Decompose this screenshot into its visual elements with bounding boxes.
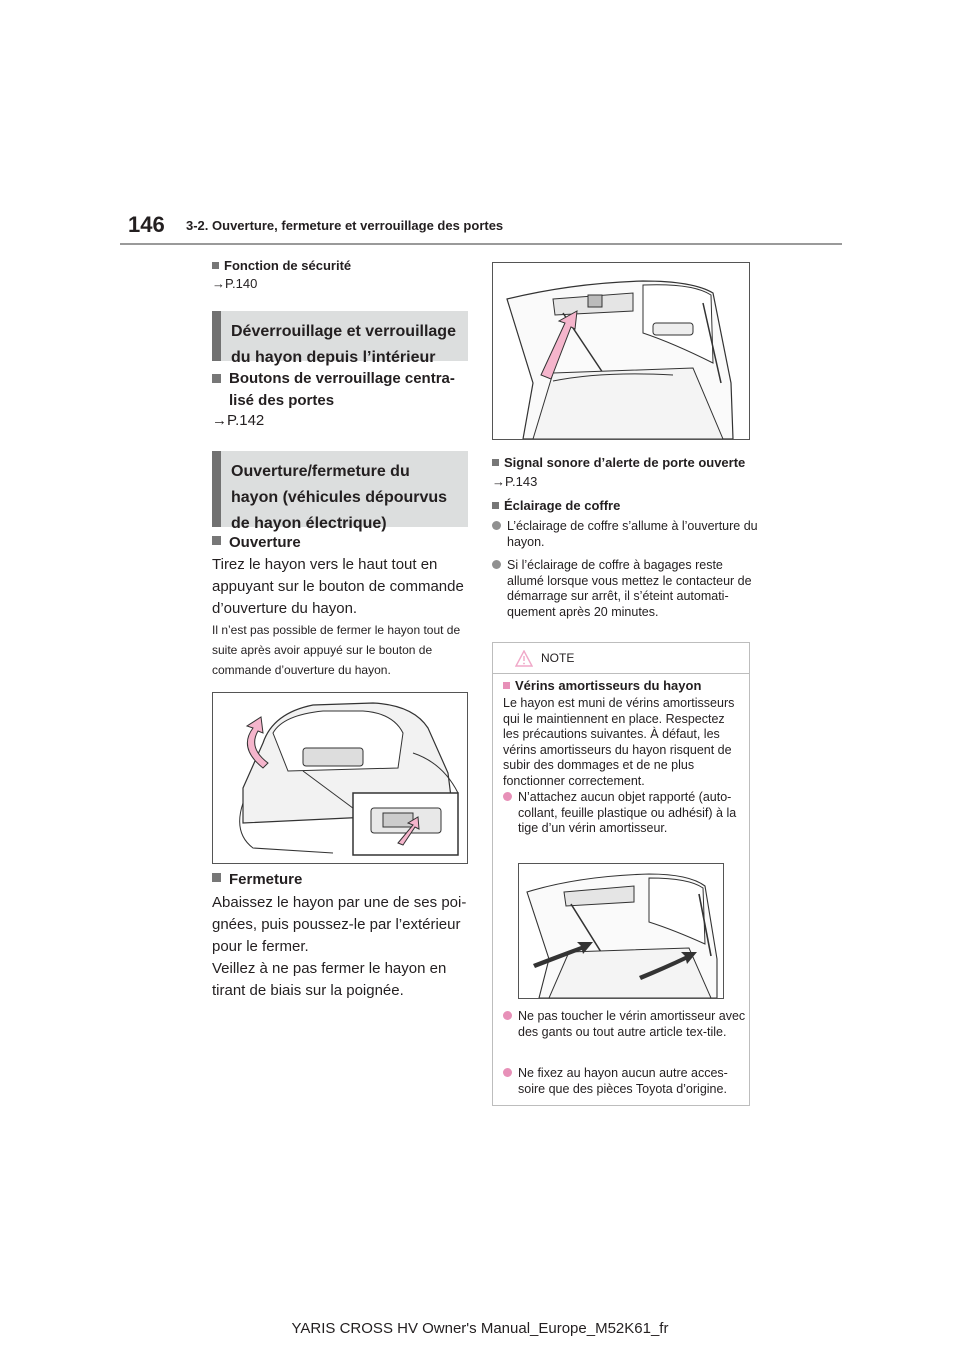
square-bullet-icon xyxy=(212,374,221,383)
opening-heading: Ouverture xyxy=(212,532,301,554)
note-intro: Le hayon est muni de vérins amortisseurs qui le maintiennent en place. Respectez les précautions suivantes. À défaut, les vérins amortisseurs du hayon risquent de subir des dommages et de ne plus fonctionner correctement. xyxy=(503,696,735,788)
note-divider xyxy=(493,673,749,674)
circle-bullet-icon xyxy=(492,521,501,530)
square-bullet-icon xyxy=(212,536,221,545)
note-header xyxy=(493,643,749,673)
square-bullet-icon xyxy=(492,502,499,509)
header-rule xyxy=(120,243,842,245)
figure-interior-tailgate xyxy=(492,262,750,440)
car-rear-illustration xyxy=(213,693,467,863)
safety-heading: Fonction de sécurité xyxy=(212,258,351,273)
light-bullet-1: L’éclairage de coffre s’allume à l’ouverture du hayon. xyxy=(492,519,763,550)
circle-bullet-icon xyxy=(492,560,501,569)
square-bullet-icon xyxy=(503,682,510,689)
circle-bullet-icon xyxy=(503,1011,512,1020)
note-bullet-3: Ne fixez au hayon aucun autre acces-soire que des pièces Toyota d’origine. xyxy=(503,1066,754,1097)
footer-text: YARIS CROSS HV Owner's Manual_Europe_M52K61_fr xyxy=(291,1320,669,1337)
circle-bullet-icon xyxy=(503,1068,512,1077)
section-title-open-close: Ouverture/fermeture du hayon (véhicules dépourvus de hayon électrique) xyxy=(212,451,468,527)
buzzer-ref: →P.143 xyxy=(492,474,538,489)
tailgate-interior-illustration xyxy=(493,263,749,439)
buzzer-heading: Signal sonore d’alerte de porte ouverte xyxy=(492,455,745,470)
note-heading: Vérins amortisseurs du hayon xyxy=(503,678,701,693)
light-heading: Éclairage de coffre xyxy=(492,498,620,513)
note-bullet-1: N’attachez aucun objet rapporté (auto-collant, feuille plastique ou adhésif) à la tige d’un vérin amortisseur. xyxy=(503,790,754,837)
square-bullet-icon xyxy=(492,459,499,466)
central-lock-heading: Boutons de verrouillage centra-lisé des portes xyxy=(212,368,468,412)
closing-heading: Fermeture xyxy=(212,869,302,891)
circle-bullet-icon xyxy=(503,792,512,801)
figure-tailgate-button xyxy=(212,692,468,864)
warning-triangle-icon xyxy=(515,650,533,667)
central-lock-ref: →P.142 xyxy=(212,412,265,429)
page-number: 146 xyxy=(128,212,165,237)
figure-gas-struts xyxy=(518,863,724,999)
square-bullet-icon xyxy=(212,873,221,882)
section-title-unlock: Déverrouillage et verrouillage du hayon depuis l’intérieur xyxy=(212,311,468,361)
note-box xyxy=(492,642,750,1106)
opening-text: Tirez le hayon vers le haut tout en appuyant sur le bouton de commande d’ouverture du hayon. xyxy=(212,556,464,617)
closing-text-1: Abaissez le hayon par une de ses poi-gnées, puis poussez-le par l’extérieur pour le fermer. xyxy=(212,894,467,955)
opening-note: Il n’est pas possible de fermer le hayon tout de suite après avoir appuyé sur le bouton de commande d’ouverture du hayon. xyxy=(212,623,461,677)
square-bullet-icon xyxy=(212,262,219,269)
note-label: NOTE xyxy=(541,651,575,665)
chapter-title: 3-2. Ouverture, fermeture et verrouillage des portes xyxy=(186,218,504,233)
closing-text-2: Veillez à ne pas fermer le hayon en tirant de biais sur la poignée. xyxy=(212,960,447,999)
gas-strut-illustration xyxy=(519,864,723,998)
light-bullet-2: Si l’éclairage de coffre à bagages reste allumé lorsque vous mettez le contacteur de démarrage sur arrêt, il s’éteint automati-quement après 20 minutes. xyxy=(492,558,763,620)
note-bullet-2: Ne pas toucher le vérin amortisseur avec des gants ou tout autre article tex-tile. xyxy=(503,1009,754,1040)
safety-ref: →P.140 xyxy=(212,276,258,291)
